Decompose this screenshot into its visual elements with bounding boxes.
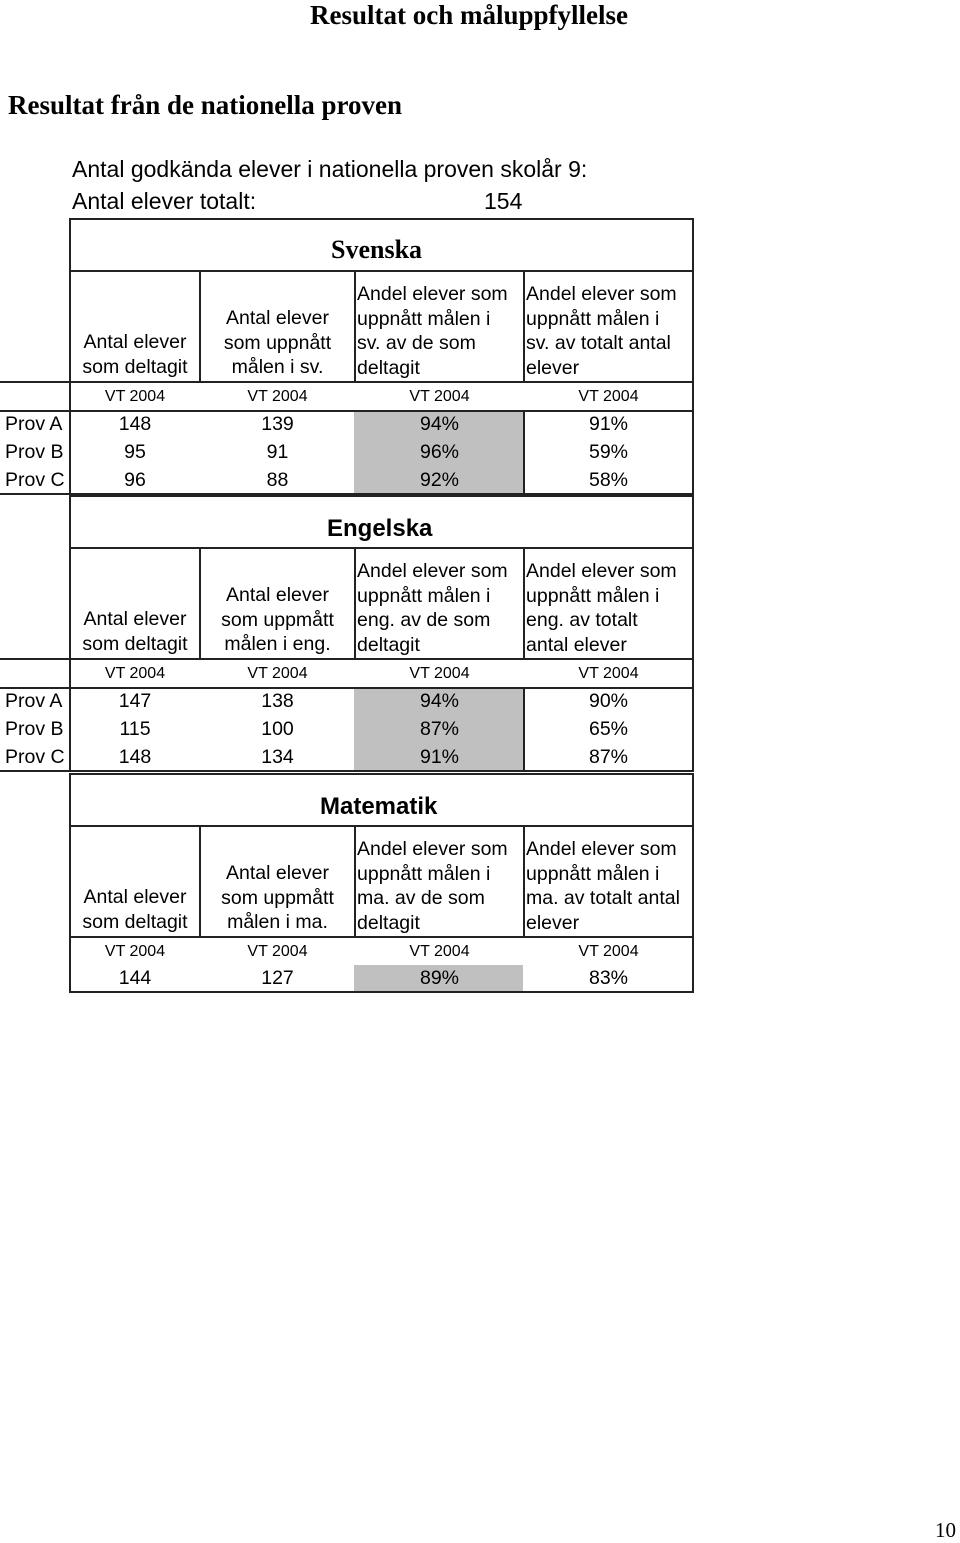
table-cell: 138 [261, 690, 294, 712]
column-header: Andel elever som uppnått målen i eng. av de som deltagit [357, 560, 508, 656]
period-label: VT 2004 [409, 943, 470, 960]
table-cell: 115 [119, 718, 151, 740]
total-students-value: 154 [484, 188, 523, 214]
column-header: Antal elever som deltagit [82, 331, 188, 378]
period-label: VT 2004 [409, 665, 470, 682]
period-label: VT 2004 [578, 943, 639, 960]
table-cell: 94% [419, 690, 460, 712]
column-header: Antal elever som uppnått målen i sv. [223, 307, 332, 378]
table-cell: 100 [261, 718, 294, 740]
table-cell: 90% [588, 690, 629, 712]
period-label: VT 2004 [247, 943, 308, 960]
table-cell: 65% [588, 718, 629, 740]
table-cell: 91% [588, 413, 629, 435]
table-cell: 87% [588, 746, 629, 768]
column-header: Antal elever som deltagit [82, 608, 188, 655]
column-header: Antal elever som deltagit [82, 886, 188, 933]
row-label: Prov A [5, 690, 63, 712]
period-label: VT 2004 [409, 388, 470, 405]
matematik-table [0, 773, 960, 998]
table-cell: 147 [118, 690, 152, 712]
section-heading: Resultat från de nationella proven [8, 90, 403, 120]
period-label: VT 2004 [104, 388, 166, 405]
table-cell: 134 [261, 746, 294, 768]
page-title: Resultat och måluppfyllelse [310, 0, 629, 30]
table-cell: 139 [261, 413, 294, 435]
total-students-line [72, 188, 523, 215]
table-cell: 58% [588, 469, 629, 491]
table-cell: 91 [266, 441, 289, 463]
svenska-table [0, 218, 960, 498]
row-label: Prov B [5, 441, 64, 463]
column-header: Antal elever som uppmått målen i eng. [221, 584, 334, 655]
table-cell: 91% [419, 746, 460, 768]
intro-line: Antal godkända elever i nationella proven skolår 9: [72, 156, 588, 182]
subject-title: Svenska [331, 235, 423, 264]
table-cell: 83% [588, 967, 629, 989]
column-header: Andel elever som uppnått målen i ma. av totalt antal elever [526, 838, 680, 934]
period-label: VT 2004 [104, 943, 166, 960]
period-label: VT 2004 [247, 388, 308, 405]
page-number: 10 [935, 1518, 956, 1542]
table-cell: 92% [419, 469, 460, 491]
table-cell: 144 [118, 967, 152, 989]
table-cell: 127 [261, 967, 294, 989]
row-label: Prov A [5, 413, 63, 435]
column-header: Andel elever som uppnått målen i sv. av de som deltagit [357, 283, 508, 379]
table-cell: 88 [266, 469, 289, 491]
table-cell: 95 [124, 441, 146, 463]
period-label: VT 2004 [578, 388, 639, 405]
table-cell: 96 [124, 469, 146, 491]
table-cell: 89% [419, 967, 460, 989]
row-label: Prov C [5, 746, 65, 768]
row-label: Prov B [5, 718, 64, 740]
table-cell: 148 [118, 413, 152, 435]
column-header: Andel elever som uppnått målen i sv. av totalt antal elever [526, 283, 677, 379]
subject-title: Engelska [327, 515, 433, 542]
period-label: VT 2004 [578, 665, 639, 682]
period-label: VT 2004 [104, 665, 166, 682]
column-header: Andel elever som uppnått målen i eng. av totalt antal elever [526, 560, 677, 656]
table-cell: 87% [419, 718, 460, 740]
column-header: Andel elever som uppnått målen i ma. av de som deltagit [357, 838, 508, 934]
engelska-table [0, 495, 960, 775]
subject-title: Matematik [320, 793, 438, 820]
total-students-label: Antal elever totalt: [72, 188, 257, 214]
table-cell: 96% [419, 441, 460, 463]
table-cell: 148 [118, 746, 152, 768]
table-cell: 94% [419, 413, 460, 435]
table-cell: 59% [588, 441, 629, 463]
period-label: VT 2004 [247, 665, 308, 682]
row-label: Prov C [5, 469, 65, 491]
column-header: Antal elever som uppmått målen i ma. [221, 862, 334, 933]
